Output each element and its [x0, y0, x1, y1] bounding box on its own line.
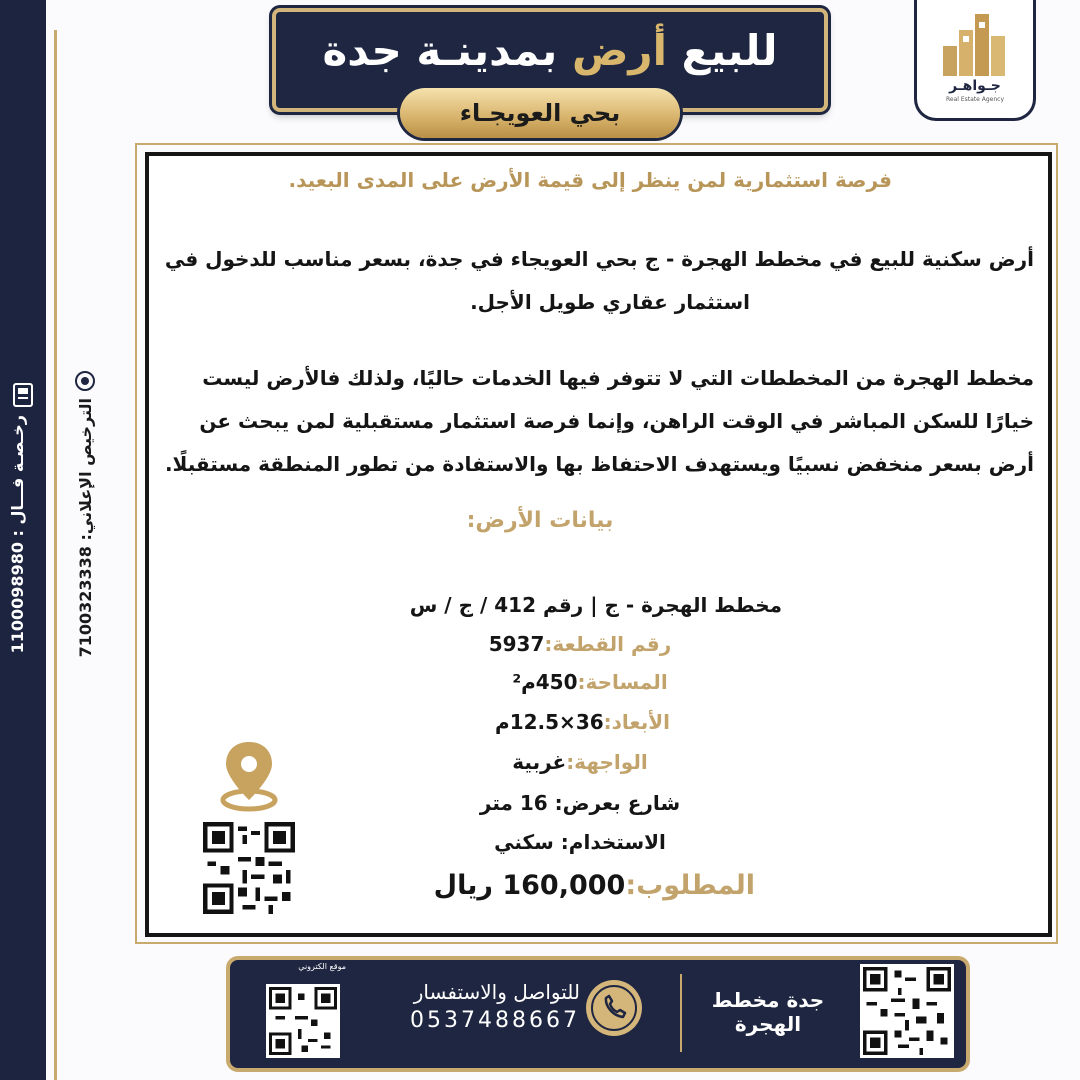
facing: الواجهة:غربية — [512, 750, 648, 774]
plot-number: رقم القطعة:5937 — [488, 632, 672, 656]
land-details-heading: بيانات الأرض: — [466, 508, 614, 533]
usage: الاستخدام: سكني — [494, 830, 666, 854]
company-logo — [914, 0, 1036, 121]
license-card-icon — [12, 382, 34, 408]
fal-license-text: رخـصـة فـــال : 1100098980 — [8, 415, 27, 654]
price: المطلوب:160,000 ريال — [433, 870, 755, 901]
description-paragraph-1-line-2: استثمار عقاري طويل الأجل. — [470, 290, 750, 314]
description-paragraph-1-line-1: أرض سكنية للبيع في مخطط الهجرة - ج بحي العويجاء في جدة، بسعر مناسب للدخول في — [164, 247, 1034, 271]
phone-icon[interactable] — [586, 980, 642, 1036]
page-title: للبيع أرض بمدينـة جدة — [322, 26, 778, 75]
building-logo-icon — [935, 6, 1015, 78]
phone-number[interactable]: 0537488667 — [410, 1008, 580, 1033]
logo-name: جـواهـر — [949, 78, 1001, 94]
location-qr-code[interactable] — [203, 822, 295, 914]
dimensions: الأبعاد:36×12.5م — [495, 710, 670, 734]
gold-divider-line — [54, 30, 57, 1080]
license-seal-icon — [73, 370, 97, 392]
description-paragraph-2: مخطط الهجرة من المخططات التي لا تتوفر فيها الخدمات حاليًا، ولذلك فالأرض ليست خيارًا للسكن المباشر في الوقت الراهن، وإنما فرصة استثمار مستقبلية لمن يبحث عن أرض بسعر منخفض نسبيًا ويستهدف الاحتفاظ بها والاستفادة من تطور المنطقة مستقبلًا. — [164, 366, 1034, 476]
website-qr-code[interactable] — [266, 984, 340, 1058]
contact-divider — [680, 974, 682, 1052]
area: المساحة:450م² — [512, 670, 668, 694]
location-pin-icon — [218, 740, 280, 812]
website-label: موقع الكتروني — [298, 962, 346, 971]
plan-info: مخطط الهجرة - ج | رقم 412 / ج / س — [409, 593, 782, 617]
street-width: شارع بعرض: 16 متر — [479, 791, 681, 815]
ad-license-text: الترخيص الإعلاني: 7100323338 — [76, 398, 95, 658]
district-subtitle: بحي العويجـاء — [400, 88, 680, 138]
plan-location-label: جدة مخطط الهجرة — [711, 988, 825, 1036]
plan-qr-code[interactable] — [860, 964, 954, 1058]
lead-text: فرصة استثمارية لمن ينظر إلى قيمة الأرض على المدى البعيد. — [288, 168, 892, 192]
logo-tagline: Real Estate Agency — [946, 96, 1004, 103]
contact-title: للتواصل والاستفسار — [413, 980, 580, 1004]
